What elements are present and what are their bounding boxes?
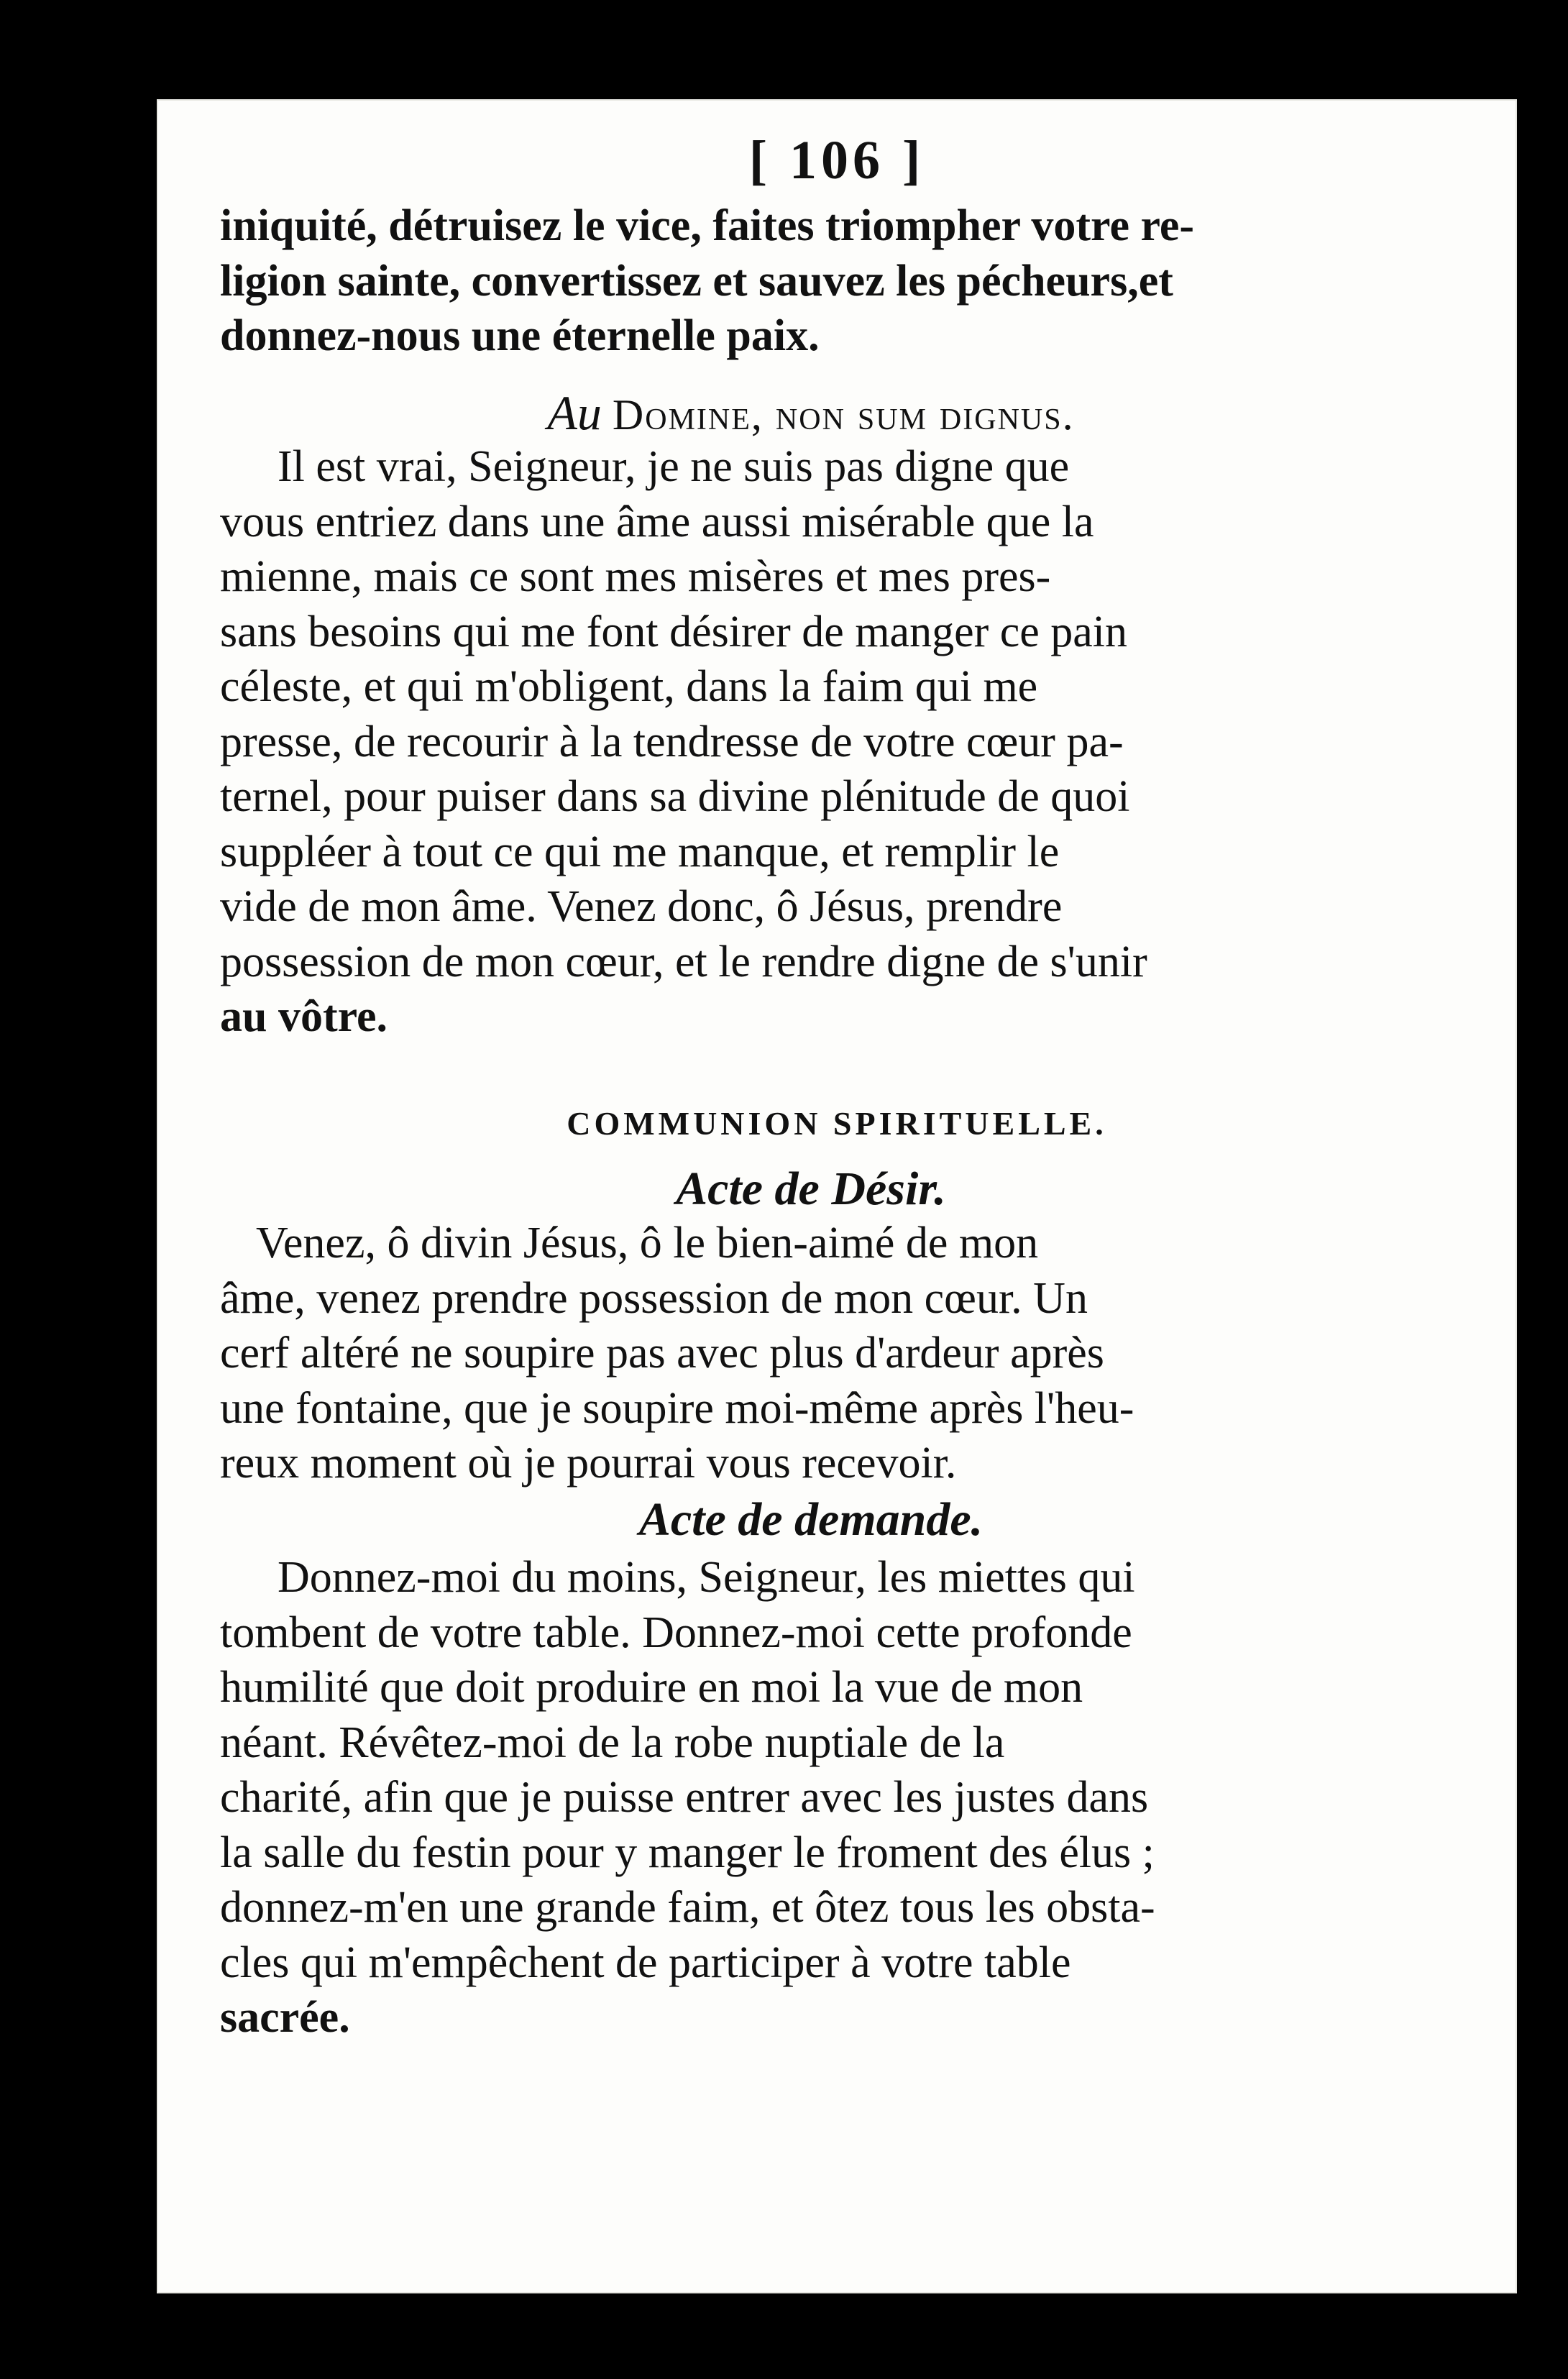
text-line: Il est vrai, Seigneur, je ne suis pas digne que	[278, 442, 1070, 491]
text-line: cles qui m'empêchent de participer à votre table	[220, 1938, 1071, 1987]
text-line: tombent de votre table. Donnez-moi cette profonde	[220, 1608, 1132, 1657]
text-line: sacrée.	[220, 1993, 350, 2042]
text-line: iniquité, détruisez le vice, faites triompher votre re-	[220, 201, 1195, 250]
text-line: céleste, et qui m'obligent, dans la faim qui me	[220, 662, 1038, 711]
text-line: presse, de recourir à la tendresse de votre cœur pa-	[220, 717, 1124, 766]
text-line: donnez-m'en une grande faim, et ôtez tous les obsta-	[220, 1883, 1155, 1932]
text-line: vide de mon âme. Venez donc, ô Jésus, prendre	[220, 882, 1063, 931]
book-page	[157, 99, 1517, 2293]
text-line: cerf altéré ne soupire pas avec plus d'ardeur après	[220, 1329, 1104, 1378]
text-line: une fontaine, que je soupire moi-même après l'heu-	[220, 1383, 1134, 1433]
text-line: au vôtre.	[220, 992, 388, 1041]
text-line: néant. Révêtez-moi de la robe nuptiale de la	[220, 1718, 1005, 1767]
acte-desir-heading: Acte de Désir.	[676, 1163, 946, 1215]
text-line: la salle du festin pour y manger le froment des élus ;	[220, 1828, 1155, 1877]
text-line: mienne, mais ce sont mes misères et mes pres-	[220, 552, 1051, 601]
paragraph-domine	[220, 439, 1402, 1045]
text-line: Venez, ô divin Jésus, ô le bien-aimé de mon	[256, 1219, 1039, 1268]
page-number: [ 106 ]	[748, 130, 925, 191]
text-line: suppléer à tout ce qui me manque, et remplir le	[220, 827, 1060, 876]
heading-title: Domine, non sum dignus.	[612, 391, 1075, 439]
acte-demande-heading: Acte de demande.	[638, 1493, 984, 1546]
text-line: sans besoins qui me font désirer de manger ce pain	[220, 607, 1128, 656]
text-line: donnez-nous une éternelle paix.	[220, 311, 820, 360]
paragraph-desir	[220, 1216, 1402, 1491]
text-line: ternel, pour puiser dans sa divine plénitude de quoi	[220, 772, 1130, 821]
text-line: âme, venez prendre possession de mon cœur. Un	[220, 1273, 1088, 1323]
text-line: ligion sainte, convertissez et sauvez les pécheurs,et	[220, 256, 1173, 306]
text-line: reux moment où je pourrai vous recevoir.	[220, 1439, 957, 1488]
text-line: charité, afin que je puisse entrer avec les justes dans	[220, 1773, 1149, 1822]
paragraph-continuation	[220, 198, 1402, 364]
paragraph-demande	[220, 1550, 1402, 2045]
communion-heading: COMMUNION SPIRITUELLE.	[567, 1105, 1107, 1142]
text-line: vous entriez dans une âme aussi misérable que la	[220, 497, 1094, 546]
text-line: humilité que doit produire en moi la vue de mon	[220, 1663, 1083, 1712]
heading-prefix: Au	[547, 385, 602, 440]
text-line: Donnez-moi du moins, Seigneur, les miettes qui	[278, 1553, 1135, 1602]
domine-heading	[220, 385, 1402, 443]
text-line: possession de mon cœur, et le rendre digne de s'unir	[220, 937, 1147, 986]
